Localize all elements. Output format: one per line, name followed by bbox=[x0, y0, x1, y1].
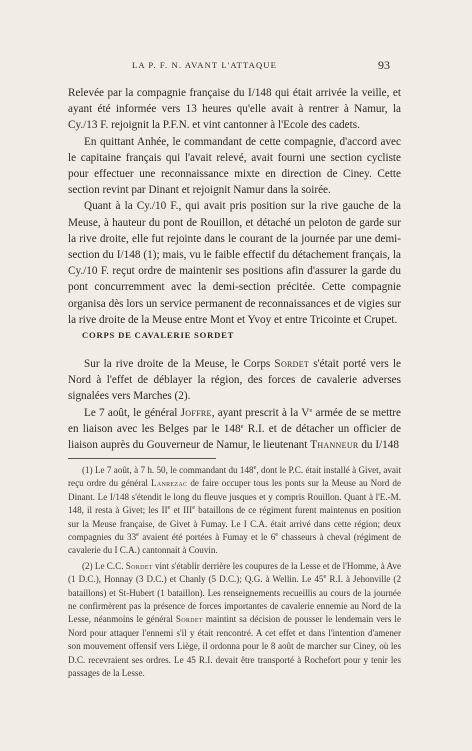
page-number: 93 bbox=[378, 58, 390, 72]
ordinal-superscript: e bbox=[253, 464, 257, 471]
ordinal-superscript: e bbox=[275, 531, 279, 539]
text-span: Le 7 août, le général bbox=[84, 406, 181, 419]
text-span: et III bbox=[170, 505, 193, 516]
text-span: maintint sa décision de pousser le lendemain vers le Nord pour attaquer l'ennemi s'il y était rencontré. A cet effet et dans l'intention d'amener son mouvement offensif vers Liège, il ordonna pour le 8 août de marcher sur Ciney, où les D.C. recevraient ses ordres. Le 45 R.I. devait être transporté à Rochefort pour y tenir les passages de la Lesse. bbox=[68, 614, 401, 679]
paragraph-anhee: En quittant Anhée, le commandant de cette compagnie, d'accord avec le capitaine français qui l'avait relevé, avait fourni une section cycliste pour effectuer une reconnaissance mixte en direction de Ciney. Cette section revint par Dinant et rejoignit Namur dans la soirée. bbox=[68, 135, 401, 197]
text-span: armée de se mettre en liaison avec les Belges par le 148 bbox=[68, 406, 401, 435]
text-span: Sur la rive droite de la Meuse, le Corps bbox=[84, 358, 275, 370]
paragraph-releve: Relevée par la compagnie française du I/148 qui était arrivée la veille, et ayant été informée vers 13 heures qu'elle avait à rentrer à Namur, la Cy./13 F. rejoignit la P.F.N. et vint cantonner à l'Ecole des cadets. bbox=[68, 87, 401, 132]
text-span: , ayant prescrit à la V bbox=[211, 406, 310, 419]
running-title: LA P. F. N. AVANT L'ATTAQUE bbox=[132, 60, 277, 70]
name-sordet: Sordet bbox=[175, 614, 203, 625]
ordinal-superscript: e bbox=[192, 504, 196, 512]
footnote-2 bbox=[68, 560, 401, 681]
text-span: R.I. à Jehonville (2 bataillons) et St-Hubert (1 bataillon). Les renseignements recueillis au cours de la journée ne confirmèrent pas la présence de forces importantes de cavalerie ennemie au Nord de la Lesse, néanmoins le général bbox=[68, 574, 401, 625]
paragraph-7-aout bbox=[68, 405, 401, 454]
name-sordet: Sordet bbox=[274, 358, 310, 370]
name-thanneur: Thanneur bbox=[310, 439, 359, 452]
name-lanrezac: Lanrezac bbox=[151, 478, 188, 489]
text-span: avaient été portées à Fumay et le 6 bbox=[139, 532, 276, 543]
text-span: , dont le P.C. était installé à Givet, avait reçu ordre du général bbox=[68, 465, 401, 489]
ordinal-superscript: e bbox=[323, 573, 327, 581]
text-span: vint s'établir derrière les coupures de la Lesse et de l'Homme, à Ave (1 D.C.), Honnay (3 D.C.) et Chanly (5 D.C.); Q.G. à Wellin. Le 45 bbox=[68, 560, 402, 585]
paragraph-rive-droite bbox=[68, 356, 401, 405]
footnotes bbox=[68, 464, 401, 683]
text-span: de faire occuper tous les ponts sur la Meuse au Nord de Dinant. Le I/148 s'étendit le long du fleuve jusques et y compris Rouillon. Quant à l'E.-M. 148, il resta à Givet; les II bbox=[68, 478, 401, 516]
text-span: bataillons de ce régiment furent maintenus en position sur la Meuse française, de Givet à Fumay. Le I C.A. était arrivé dans cette région; deux compagnies du 33 bbox=[68, 505, 401, 543]
section-heading: CORPS DE CAVALERIE SORDET bbox=[82, 330, 235, 340]
text-span: (2) Le C.C. bbox=[82, 560, 126, 571]
ordinal-superscript: e bbox=[240, 422, 244, 430]
running-header bbox=[0, 60, 472, 76]
body-text-top bbox=[68, 85, 401, 328]
ordinal-superscript: e bbox=[136, 531, 140, 539]
name-joffre: Joffre bbox=[180, 406, 212, 419]
text-span: du I/148 bbox=[358, 439, 399, 452]
name-sordet: Sordet bbox=[125, 560, 153, 571]
text-span: chasseurs à cheval (régiment de cavalerie du I C.A.) cantonnait à Couvin. bbox=[68, 532, 402, 556]
body-text-sordet bbox=[68, 356, 401, 453]
footnote-divider bbox=[68, 458, 216, 459]
text-span: s'était porté vers le Nord à l'effet de déblayer la région, des forces de cavalerie adverses signalées vers Marches (2). bbox=[68, 358, 401, 403]
text-span: (1) Le 7 août, à 7 h. 50, le commandant du 148 bbox=[82, 465, 254, 475]
ordinal-superscript: e bbox=[167, 504, 171, 512]
ordinal-superscript: e bbox=[309, 406, 313, 414]
footnote-1 bbox=[68, 464, 401, 558]
text-span: R.I. et de détacher un officier de liaison auprès du Gouverneur de Namur, le lieutenant bbox=[68, 422, 401, 452]
paragraph-cy10: Quant à la Cy./10 F., qui avait pris position sur la rive gauche de la Meuse, à hauteur du pont de Rouillon, et détaché un peloton de garde sur la rive droite, elle fut rejointe dans le courant de la journée par une demi-section du I/148 (1); mais, vu le faible effectif du détachement français, la Cy./10 F. reçut ordre de maintenir ses positions afin d'assurer la garde du pont concurremment avec la demi-section précitée. Cette compagnie organisa dès lors un service permanent de reconnaissances et de vigies sur la rive droite de la Meuse entre Mont et Yvoy et entre Tricointe et Crupet. bbox=[68, 200, 401, 326]
